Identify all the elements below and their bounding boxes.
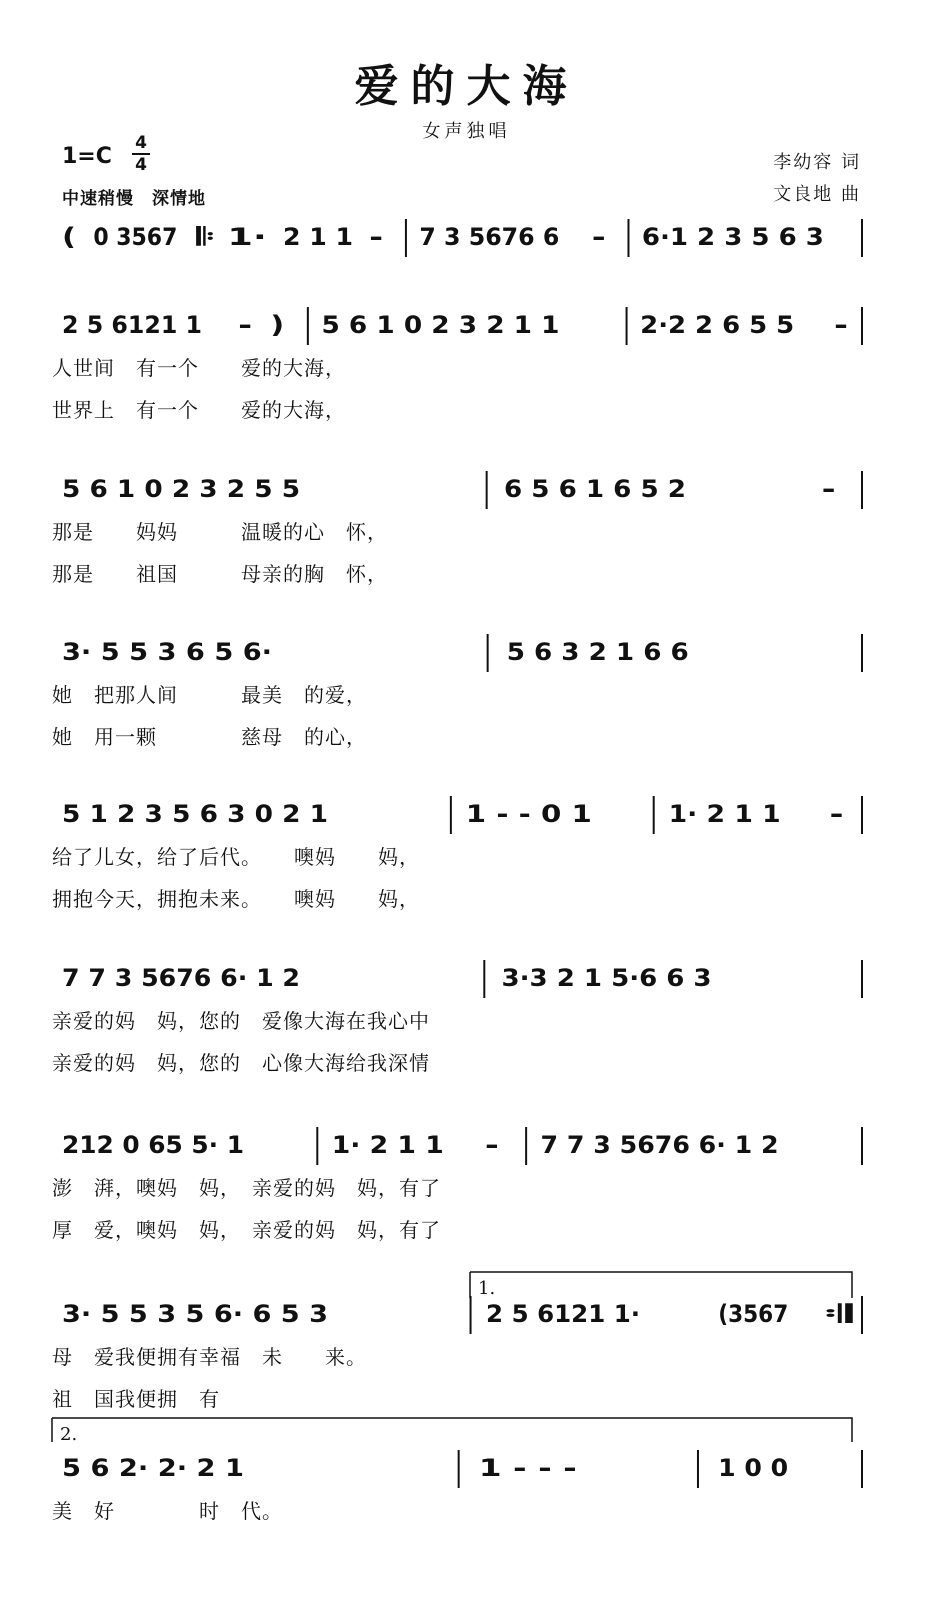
note-group: 2 1 1 xyxy=(282,223,353,251)
lyric-line: 亲爱的妈 妈，您的 爱像大海在我心中 xyxy=(52,1009,430,1033)
score-system xyxy=(52,1127,862,1242)
note-group: 1 - - - xyxy=(478,1454,577,1482)
note-group: 2 5 6121 1· xyxy=(486,1300,641,1328)
song-title: 爱的大海 xyxy=(354,61,579,112)
volta-1-mark: 1. xyxy=(478,1278,496,1299)
time-signature-top: 4 xyxy=(135,133,147,153)
tempo-marking: 中速稍慢 深情地 xyxy=(62,189,206,209)
lyric-line: 她 把那人间 最美 的爱， xyxy=(52,683,367,707)
note-group: 7 7 3 5676 6· 1 2 xyxy=(62,964,300,992)
lyric-line: 澎 湃，噢妈 妈， 亲爱的妈 妈，有了 xyxy=(52,1176,441,1200)
note-group: ( xyxy=(62,223,76,251)
lyric-line: 世界上 有一个 爱的大海， xyxy=(52,398,346,422)
note-group: - xyxy=(591,223,606,251)
lyric-line: 拥抱今天，拥抱未来。 噢妈 妈， xyxy=(52,887,420,911)
note-group: 2·2 2 6 5 5 xyxy=(640,311,795,339)
note-group: 5 6 1 0 2 3 2 5 5 xyxy=(62,475,300,503)
lyric-line: 美 好 时 代。 xyxy=(52,1499,283,1523)
note-group: 1 - - 0 1 xyxy=(465,800,592,828)
score-system xyxy=(52,1296,862,1411)
note-group: - xyxy=(833,311,848,339)
lyric-line: 给了儿女，给了后代。 噢妈 妈， xyxy=(52,845,420,869)
note-group: - xyxy=(238,311,253,339)
lyric-line: 她 用一颗 慈母 的心， xyxy=(52,725,367,749)
note-group: 𝄇 xyxy=(823,1300,855,1328)
lyric-line: 亲爱的妈 妈，您的 心像大海给我深情 xyxy=(52,1051,430,1075)
lyric-line: 那是 妈妈 温暖的心 怀， xyxy=(52,520,388,544)
note-group: 5 1 2 3 5 6 3 0 2 1 xyxy=(62,800,328,828)
note-group: - xyxy=(484,1131,499,1159)
note-group: 5 6 2· 2· 2 1 xyxy=(62,1454,244,1482)
note-group: 7 7 3 5676 6· 1 2 xyxy=(540,1131,779,1159)
note-group: 3· 5 5 3 5 6· 6 5 3 xyxy=(62,1300,328,1328)
key-signature: 1=C xyxy=(62,144,112,169)
note-group: 212 0 65 5· 1 xyxy=(62,1131,244,1159)
note-group: - xyxy=(369,223,384,251)
lyric-line: 人世间 有一个 爱的大海， xyxy=(52,356,346,380)
performance-type: 女声独唱 xyxy=(422,121,511,142)
note-group: - xyxy=(821,475,836,503)
note-group: 2 5 6121 1 xyxy=(62,311,202,339)
note-group: 5 6 1 0 2 3 2 1 1 xyxy=(321,311,560,339)
score-system xyxy=(52,1450,862,1523)
score-system xyxy=(52,307,862,422)
time-signature-bottom: 4 xyxy=(135,155,147,175)
note-group: 1· 2 1 1 xyxy=(668,800,781,828)
score-system xyxy=(52,960,862,1075)
lyric-line: 祖 国我便拥 有 xyxy=(52,1387,220,1411)
score-system xyxy=(52,634,862,749)
note-group: 0 3567 xyxy=(93,223,178,251)
note-group: 5 6 3 2 1 6 6 xyxy=(506,638,689,666)
lyric-line: 那是 祖国 母亲的胸 怀， xyxy=(52,562,388,586)
note-group: (3567 xyxy=(718,1300,789,1328)
score-system xyxy=(52,471,862,586)
score-system xyxy=(62,219,862,257)
volta-2-mark: 2. xyxy=(60,1424,78,1445)
note-group: ) xyxy=(270,311,285,339)
note-group: 𝄆 1· xyxy=(195,223,267,251)
lyricist-credit: 李幼容 词 xyxy=(773,152,861,173)
lyric-line: 厚 爱，噢妈 妈， 亲爱的妈 妈，有了 xyxy=(52,1218,441,1242)
note-group: - xyxy=(829,800,844,828)
note-group: 3· 5 5 3 6 5 6· xyxy=(62,638,272,666)
note-group: 1 0 0 xyxy=(718,1454,789,1482)
score-system xyxy=(52,796,862,911)
lyric-line: 母 爱我便拥有幸福 未 来。 xyxy=(52,1345,367,1369)
composer-credit: 文良地 曲 xyxy=(773,184,861,205)
note-group: 1· 2 1 1 xyxy=(331,1131,444,1159)
note-group: 3·3 2 1 5·6 6 3 xyxy=(501,964,712,992)
note-group: 7 3 5676 6 xyxy=(419,223,560,251)
note-group: 6·1 2 3 5 6 3 xyxy=(641,223,824,251)
note-group: 6 5 6 1 6 5 2 xyxy=(503,475,686,503)
